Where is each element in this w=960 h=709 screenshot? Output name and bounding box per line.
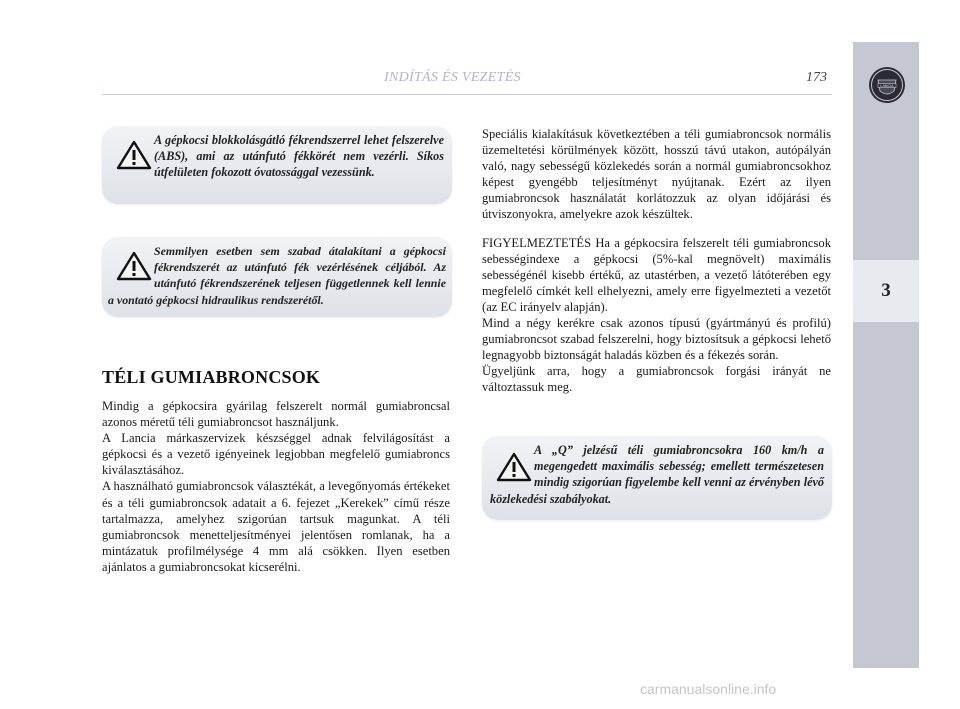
- left-body-column: [102, 398, 450, 575]
- paragraph: Mindig a gépkocsira gyárilag felszerelt normál gumiabroncsal azonos méretű téli gumiabroncsot használjunk.: [102, 399, 450, 430]
- right-body-column: [482, 126, 831, 396]
- header-divider: [102, 94, 832, 95]
- warning-box-abs: [102, 126, 452, 204]
- running-header-title: INDÍTÁS ÉS VEZETÉS: [384, 70, 521, 85]
- warning-text: A „Q” jelzésű téli gumiabroncsokra 160 km/h a megengedett maximális sebesség; emellett természetesen mindig szigorúan figyelembe kell venni az érvényben lévő közlekedési szabályokat.: [490, 443, 824, 506]
- warning-text: A gépkocsi blokkolásgátló fékrendszerrel lehet felszerelve (ABS), ami az utánfutó fékkörét nem vezérli. Síkos útfelületen fokozott óvatossággal vezessünk.: [154, 133, 444, 180]
- paragraph: A használható gumiabroncsok választékát, a levegőnyomás értékeket és a téli gumiabroncsok adatait a 6. fejezet „Kerekek” című része tartalmazza, amelyhez szigorúan tartsuk magunkat. A téli gumiabroncsok menetteljesítményei jelentősen romlanak, ha a mintázatuk profilmélysége 4 mm alá csökken. Ilyen esetben ajánlatos a gumiabroncsokat kicserélni.: [102, 479, 450, 574]
- paragraph-warning-note: FIGYELMEZTETÉS Ha a gépkocsira felszerelt téli gumiabroncsok sebességindexe a gépkocsi (5%-kal megnövelt) maximális sebességénél kisebb értékű, az utastérben, a vezető látóterében egy megfelelő címkét kell elhelyezni, amely erre figyelmezteti a vezetőt (az EC irányelv alapján).: [482, 235, 831, 314]
- section-title: TÉLI GUMIABRONCSOK: [102, 367, 321, 387]
- lancia-logo-icon: [868, 66, 906, 104]
- svg-text:LANCIA: LANCIA: [880, 83, 894, 88]
- paragraph: Speciális kialakításuk következtében a téli gumiabroncsok normális üzemeltetési körülmények között, hosszú távú utakon, autópályán való, nagy sebességű közlekedés során a normál gumiabroncsokhoz képest gyengébb teljesítményt nyújtanak. Ezért az ilyen gumiabroncsok használatát korlátozzuk az olyan időjárási és útviszonyokra, amelyekre azok készültek.: [482, 127, 831, 222]
- page-number: 173: [806, 70, 827, 85]
- chapter-sidebar: [853, 42, 919, 668]
- warning-text: Semmilyen esetben sem szabad átalakítani a gépkocsi fékrendszerét az utánfutó fék vezérlésének céljából. Az utánfutó fékrendszerének teljesen függetlennek kell lennie a vontató gépkocsi hidraulikus rendszerétől.: [108, 244, 446, 307]
- chapter-tab[interactable]: 3: [853, 260, 919, 322]
- warning-box-q-tyres: [482, 436, 832, 520]
- watermark: carmanualsonline.info: [640, 681, 777, 697]
- warning-box-brake-modification: [102, 237, 452, 317]
- paragraph: Ügyeljünk arra, hogy a gumiabroncsok forgási irányát ne változtassuk meg.: [482, 364, 831, 395]
- paragraph: A Lancia márkaszervizek készséggel adnak felvilágosítást a gépkocsi és a vezető igényeinek legjobban megfelelő gumiabroncs kiválasztásához.: [102, 431, 450, 478]
- paragraph: Mind a négy kerékre csak azonos típusú (gyártmányú és profilú) gumiabroncsot szabad felszerelni, hogy biztosítsuk a gépkocsi lehető legnagyobb biztonságát haladás közben és a fékezés során.: [482, 316, 831, 363]
